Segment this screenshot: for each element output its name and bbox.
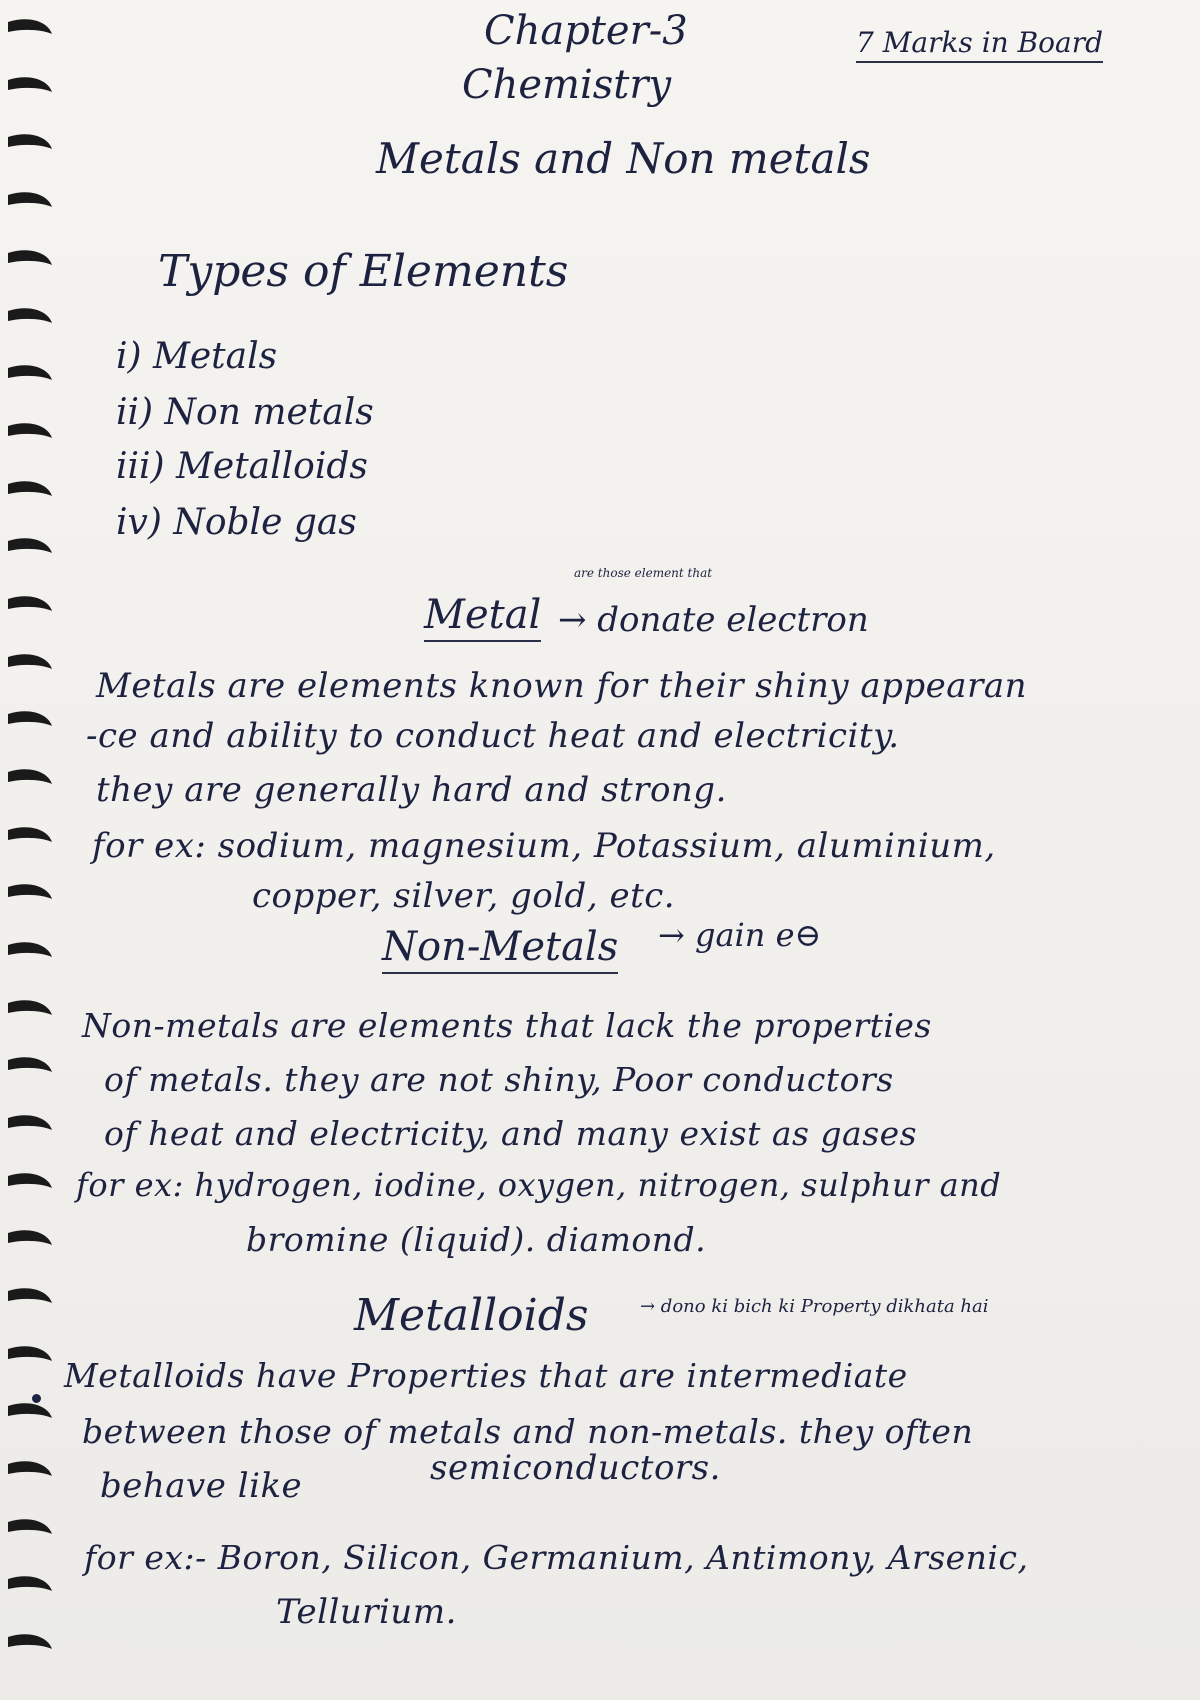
nonmetal-heading: Non-Metals: [382, 924, 618, 974]
metalloid-line-5: for ex:- Boron, Silicon, Germanium, Antimony, Arsenic,: [84, 1538, 1029, 1577]
types-item-noble-gas: iv) Noble gas: [116, 502, 357, 543]
chapter-label: Chapter-3: [484, 8, 688, 54]
metal-line-1: Metals are elements known for their shiny appearan: [96, 666, 1027, 706]
metal-line-2: -ce and ability to conduct heat and electricity.: [86, 716, 900, 756]
nonmetal-line-4: for ex: hydrogen, iodine, oxygen, nitrogen, sulphur and: [76, 1166, 1002, 1204]
nonmetal-line-1: Non-metals are elements that lack the properties: [82, 1006, 932, 1045]
metal-line-3: they are generally hard and strong.: [96, 770, 727, 810]
types-item-metals: i) Metals: [116, 336, 278, 377]
metal-heading: Metal: [424, 592, 541, 642]
metalloid-line-2: between those of metals and non-metals. they often: [82, 1412, 974, 1451]
marks-note: 7 Marks in Board: [856, 26, 1103, 63]
metalloid-line-3: behave like: [100, 1466, 303, 1506]
metal-line-5: copper, silver, gold, etc.: [252, 876, 676, 916]
nonmetal-line-5: bromine (liquid). diamond.: [246, 1220, 707, 1259]
nonmetal-line-2: of metals. they are not shiny, Poor conductors: [104, 1060, 894, 1099]
types-item-nonmetals: ii) Non metals: [116, 392, 374, 433]
types-heading: Types of Elements: [158, 246, 569, 297]
metalloid-line-1: Metalloids have Properties that are intermediate: [64, 1356, 908, 1395]
metalloid-arrow-note: → dono ki bich ki Property dikhata hai: [640, 1296, 989, 1317]
nonmetal-arrow-note: → gain e⊖: [658, 916, 822, 954]
page-title: Metals and Non metals: [376, 134, 871, 183]
metalloid-line-6: Tellurium.: [276, 1592, 457, 1632]
subject-label: Chemistry: [462, 62, 672, 108]
metal-arrow-note: → donate electron: [558, 600, 869, 640]
metalloid-line-4: semiconductors.: [430, 1448, 721, 1488]
metalloid-bullet: [32, 1394, 41, 1403]
metal-small-note: are those element that: [574, 566, 713, 580]
metalloid-heading: Metalloids: [354, 1290, 589, 1341]
metal-line-4: for ex: sodium, magnesium, Potassium, aluminium,: [92, 826, 996, 866]
types-item-metalloids: iii) Metalloids: [116, 446, 368, 487]
spiral-binding: [0, 0, 60, 1700]
nonmetal-line-3: of heat and electricity, and many exist as gases: [104, 1114, 918, 1153]
